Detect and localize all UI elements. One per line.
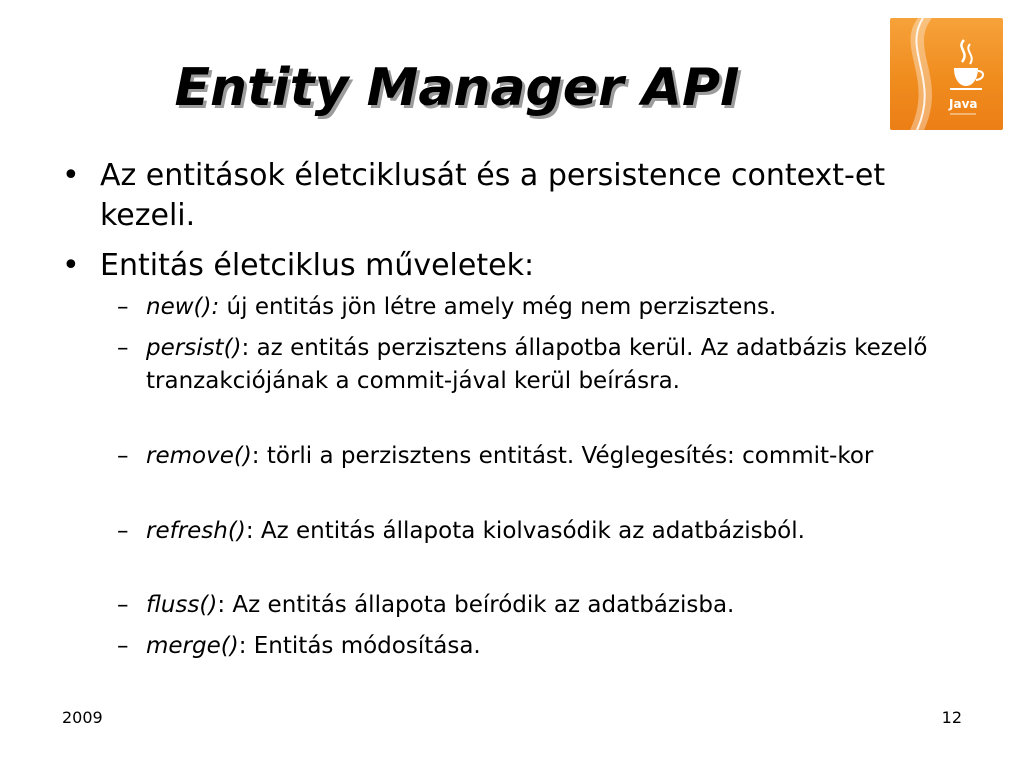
method-description: új entitás jön létre amely még nem perzisztens. xyxy=(219,294,777,320)
slide-title: Entity Manager API xyxy=(174,58,740,118)
method-description: : törli a perzisztens entitást. Véglegesítés: commit-kor xyxy=(251,443,874,469)
subbullet-item xyxy=(117,589,947,622)
method-name: persist() xyxy=(146,335,242,361)
dash-icon: – xyxy=(117,518,129,544)
bullet-icon: • xyxy=(62,248,80,283)
bullet-item xyxy=(62,156,962,236)
method-name: merge() xyxy=(146,633,239,659)
dash-icon: – xyxy=(117,335,129,361)
method-description: : Az entitás állapota kiolvasódik az adatbázisból. xyxy=(245,518,805,544)
subbullet-item xyxy=(117,291,947,324)
bullet-text: Az entitások életciklusát és a persistence context-et kezeli. xyxy=(100,158,886,233)
method-description: : az entitás perzisztens állapotba kerül. Az adatbázis kezelő tranzakciójának a commit-jával kerül beírásra. xyxy=(146,335,928,394)
method-description: : Az entitás állapota beíródik az adatbázisba. xyxy=(217,592,735,618)
method-name: remove() xyxy=(146,443,252,469)
java-logo-text: Java xyxy=(949,97,978,111)
subbullet-item xyxy=(117,440,947,473)
subbullet-item xyxy=(117,630,947,663)
dash-icon: – xyxy=(117,633,129,659)
subbullet-item xyxy=(117,515,947,548)
method-description: : Entitás módosítása. xyxy=(238,633,481,659)
method-name: fluss() xyxy=(146,592,218,618)
slide-number: 12 xyxy=(941,708,962,727)
bullet-icon: • xyxy=(62,158,80,193)
method-name: refresh() xyxy=(146,518,246,544)
footer-year: 2009 xyxy=(62,708,103,727)
bullet-text: Entitás életciklus műveletek: xyxy=(100,248,535,283)
subbullet-item xyxy=(117,332,947,398)
dash-icon: – xyxy=(117,294,129,320)
bullet-item xyxy=(62,246,962,286)
method-name: new(): xyxy=(146,294,220,320)
dash-icon: – xyxy=(117,592,129,618)
dash-icon: – xyxy=(117,443,129,469)
